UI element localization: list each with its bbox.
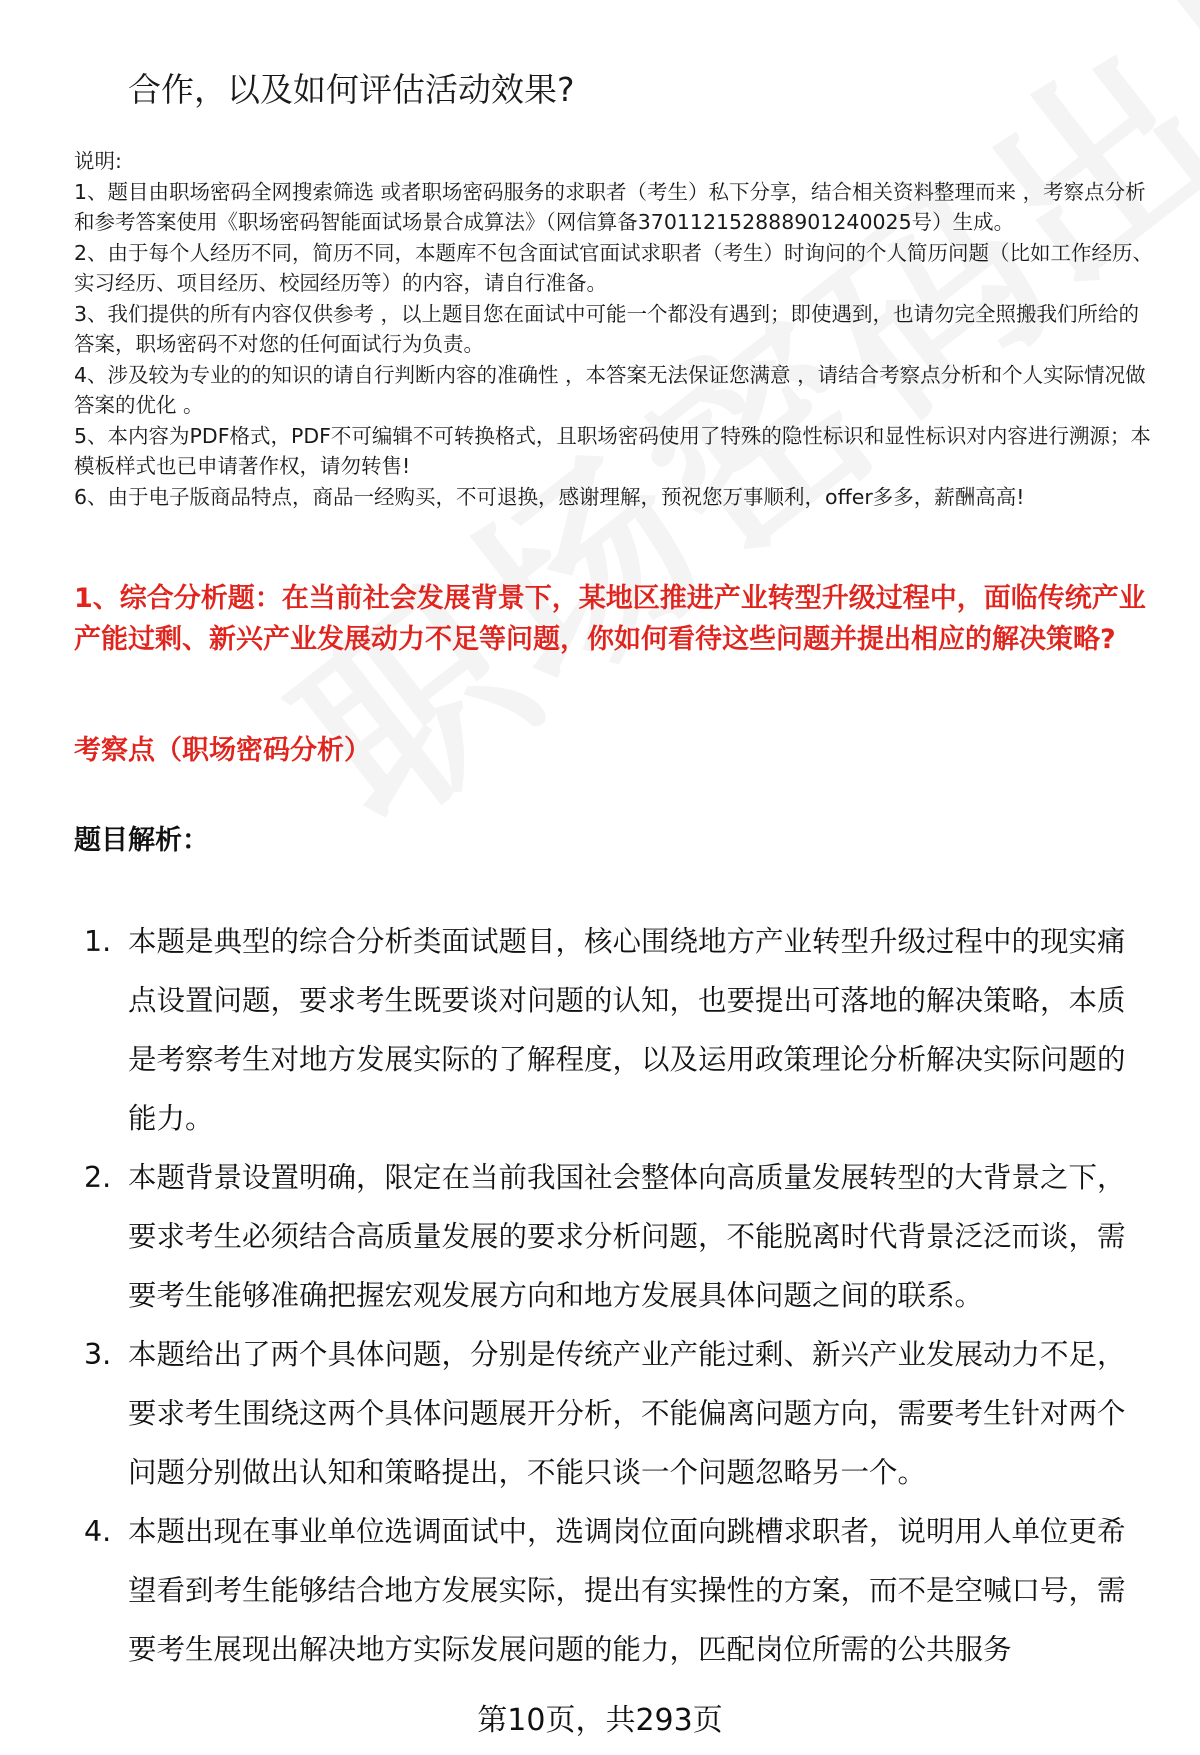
list-item <box>84 912 1144 1148</box>
list-item-number: 4. <box>84 1515 112 1548</box>
list-item-text: 本题是典型的综合分析类面试题目，核心围绕地方产业转型升级过程中的现实痛点设置问题，要求考生既要谈对问题的认知，也要提出可落地的解决策略，本质是考察考生对地方发展实际的了解程度，以及运用政策理论分析解决实际问题的能力。 <box>128 925 1126 1135</box>
note-item: 2、由于每个人经历不同，简历不同，本题库不包含面试官面试求职者（考生）时询问的个人简历问题（比如工作经历、实习经历、项目经历、校园经历等）的内容，请自行准备。 <box>74 240 1154 295</box>
page-footer: 第10页，共293页 <box>477 1703 723 1738</box>
analysis-heading: 题目解析： <box>74 825 209 856</box>
list-item <box>84 1148 1144 1325</box>
note-item: 3、我们提供的所有内容仅供参考 ，以上题目您在面试中可能一个都没有遇到；即使遇到，也请勿完全照搬我们所给的答案，职场密码不对您的任何面试行为负责。 <box>74 301 1140 356</box>
continued-question-text: 合作，以及如何评估活动效果? <box>128 70 575 109</box>
list-item <box>84 1502 1144 1679</box>
note-item: 5、本内容为PDF格式，PDF不可编辑不可转换格式，且职场密码使用了特殊的隐性标识和显性标识对内容进行溯源；本模板样式也已申请著作权，请勿转售! <box>74 423 1151 478</box>
note-item: 4、涉及较为专业的的知识的请自行判断内容的准确性 ，本答案无法保证您满意 ，请结合考察点分析和个人实际情况做答案的优化 。 <box>74 362 1146 417</box>
list-item-number: 1. <box>84 925 112 958</box>
notes-heading: 说明: <box>74 149 122 173</box>
analysis-list <box>84 912 1144 1679</box>
list-item-number: 2. <box>84 1161 112 1194</box>
kaocha-heading: 考察点（职场密码分析） <box>74 735 371 766</box>
list-item <box>84 1325 1144 1502</box>
list-item-number: 3. <box>84 1338 112 1371</box>
note-item: 6、由于电子版商品特点，商品一经购买，不可退换，感谢理解，预祝您万事顺利，offer多多，薪酬高高! <box>74 484 1025 509</box>
list-item-text: 本题背景设置明确，限定在当前我国社会整体向高质量发展转型的大背景之下，要求考生必须结合高质量发展的要求分析问题，不能脱离时代背景泛泛而谈，需要考生能够准确把握宏观发展方向和地方发展具体问题之间的联系。 <box>128 1161 1126 1312</box>
notes-section <box>74 146 1159 512</box>
note-item: 1、题目由职场密码全网搜索筛选 或者职场密码服务的求职者（考生）私下分享，结合相关资料整理而来 ，考察点分析和参考答案使用《职场密码智能面试场景合成算法》（网信算备370112152888901240025号）生成。 <box>74 179 1146 234</box>
question-title: 1、综合分析题：在当前社会发展背景下，某地区推进产业转型升级过程中，面临传统产业产能过剩、新兴产业发展动力不足等问题，你如何看待这些问题并提出相应的解决策略? <box>74 583 1146 655</box>
list-item-text: 本题给出了两个具体问题，分别是传统产业产能过剩、新兴产业发展动力不足，要求考生围绕这两个具体问题展开分析，不能偏离问题方向，需要考生针对两个问题分别做出认知和策略提出，不能只谈一个问题忽略另一个。 <box>128 1338 1126 1489</box>
list-item-text: 本题出现在事业单位选调面试中，选调岗位面向跳槽求职者，说明用人单位更希望看到考生能够结合地方发展实际，提出有实操性的方案，而不是空喊口号，需要考生展现出解决地方实际发展问题的能力，匹配岗位所需的公共服务 <box>128 1515 1126 1666</box>
